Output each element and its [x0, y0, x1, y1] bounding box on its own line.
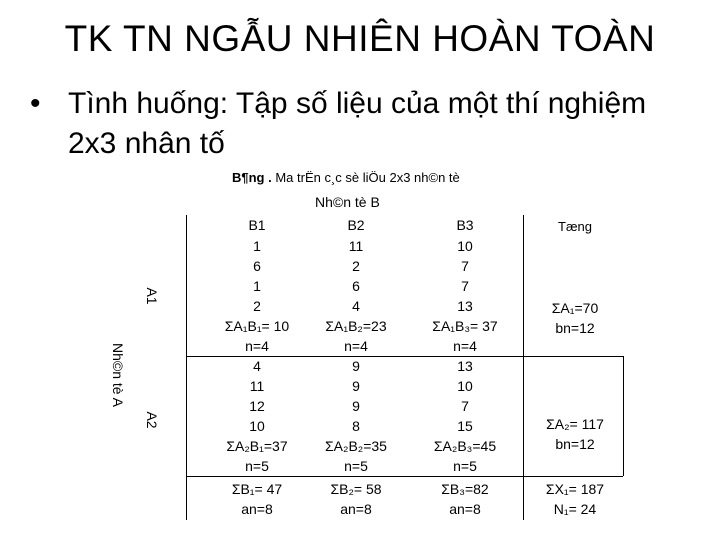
- subtotal: ΣA₂B₁=37: [226, 438, 288, 454]
- value: 6: [253, 258, 261, 274]
- row-total: ΣA₁=70: [551, 300, 599, 316]
- value: 1: [253, 278, 261, 294]
- factor-b-label: Nh©n tè B: [315, 194, 380, 210]
- row-count: bn=12: [555, 436, 595, 452]
- value: 13: [457, 298, 473, 314]
- value: 7: [461, 278, 469, 294]
- cell-a2-b2: [306, 356, 406, 476]
- col-total: ΣB₂= 58: [330, 481, 382, 497]
- col-header-b2: B2: [347, 217, 365, 233]
- value: 15: [457, 418, 473, 434]
- cell-a2-b1: [207, 356, 307, 476]
- value: 10: [457, 378, 473, 394]
- table-total-divider: [523, 215, 524, 520]
- col-total-b2: [306, 479, 406, 519]
- col-count: an=8: [241, 501, 273, 517]
- count: n=5: [344, 458, 368, 474]
- table-caption-bold: B¶ng .: [232, 170, 272, 185]
- subtotal: ΣA₁B₃= 37: [432, 318, 498, 334]
- col-count: an=8: [449, 501, 481, 517]
- row-label-a2: A2: [144, 411, 160, 429]
- count: n=4: [245, 338, 269, 354]
- table-left-border: [186, 215, 187, 520]
- value: 11: [249, 378, 265, 394]
- grand-total: [525, 479, 625, 519]
- col-header-b1: B1: [248, 217, 266, 233]
- count: n=5: [453, 458, 477, 474]
- subtotal: ΣA₂B₂=35: [325, 438, 387, 454]
- bullet-marker: •: [30, 87, 41, 120]
- row-label-a1: A1: [144, 287, 160, 305]
- count: n=5: [245, 458, 269, 474]
- bullet-text: Tình huống: Tập số liệu của một thí nghiệm 2x3 nhân tố: [68, 87, 647, 160]
- value: 7: [461, 258, 469, 274]
- factor-a-label: Nh©n tè A: [110, 342, 126, 408]
- subtotal: ΣA₁B₂=23: [325, 318, 387, 334]
- row-total: ΣA₂= 117: [546, 416, 604, 432]
- slide-title: TK TN NGẪU NHIÊN HOÀN TOÀN: [64, 18, 656, 59]
- value: 11: [348, 238, 364, 254]
- subtotal: ΣA₁B₁= 10: [224, 318, 290, 334]
- count: n=4: [453, 338, 477, 354]
- row-count: bn=12: [555, 320, 595, 336]
- grand-total-count: N₁= 24: [553, 501, 597, 517]
- col-total-b1: [207, 479, 307, 519]
- grand-total-value: ΣX₁= 187: [545, 481, 605, 497]
- total-a2: [525, 414, 625, 454]
- cell-a1-b1: [207, 236, 307, 356]
- table-caption-text: Ma trËn c¸c sè liÖu 2x3 nh©n tè: [271, 170, 460, 185]
- value: 9: [352, 378, 360, 394]
- cell-a2-b3: [415, 356, 515, 476]
- value: 10: [249, 418, 265, 434]
- subtotal: ΣA₂B₃=45: [433, 438, 497, 454]
- value: 12: [249, 398, 265, 414]
- value: 8: [352, 418, 360, 434]
- table-caption: [232, 170, 460, 185]
- value: 6: [352, 278, 360, 294]
- col-header-b3: B3: [456, 217, 474, 233]
- col-total-b3: [415, 479, 515, 519]
- table-total-row-divider: [186, 476, 623, 477]
- value: 10: [457, 238, 473, 254]
- value: 4: [352, 298, 360, 314]
- total-a1: [525, 298, 625, 338]
- value: 7: [461, 398, 469, 414]
- count: n=4: [344, 338, 368, 354]
- col-total: ΣB₃=82: [441, 481, 489, 497]
- value: 4: [253, 358, 261, 374]
- total-header: Tæng: [558, 219, 592, 234]
- cell-a1-b2: [306, 236, 406, 356]
- col-count: an=8: [340, 501, 372, 517]
- col-total: ΣB₁= 47: [231, 481, 283, 497]
- value: 2: [253, 298, 261, 314]
- value: 13: [457, 358, 473, 374]
- value: 9: [352, 398, 360, 414]
- value: 9: [352, 358, 360, 374]
- cell-a1-b3: [415, 236, 515, 356]
- value: 2: [352, 258, 360, 274]
- value: 1: [253, 238, 261, 254]
